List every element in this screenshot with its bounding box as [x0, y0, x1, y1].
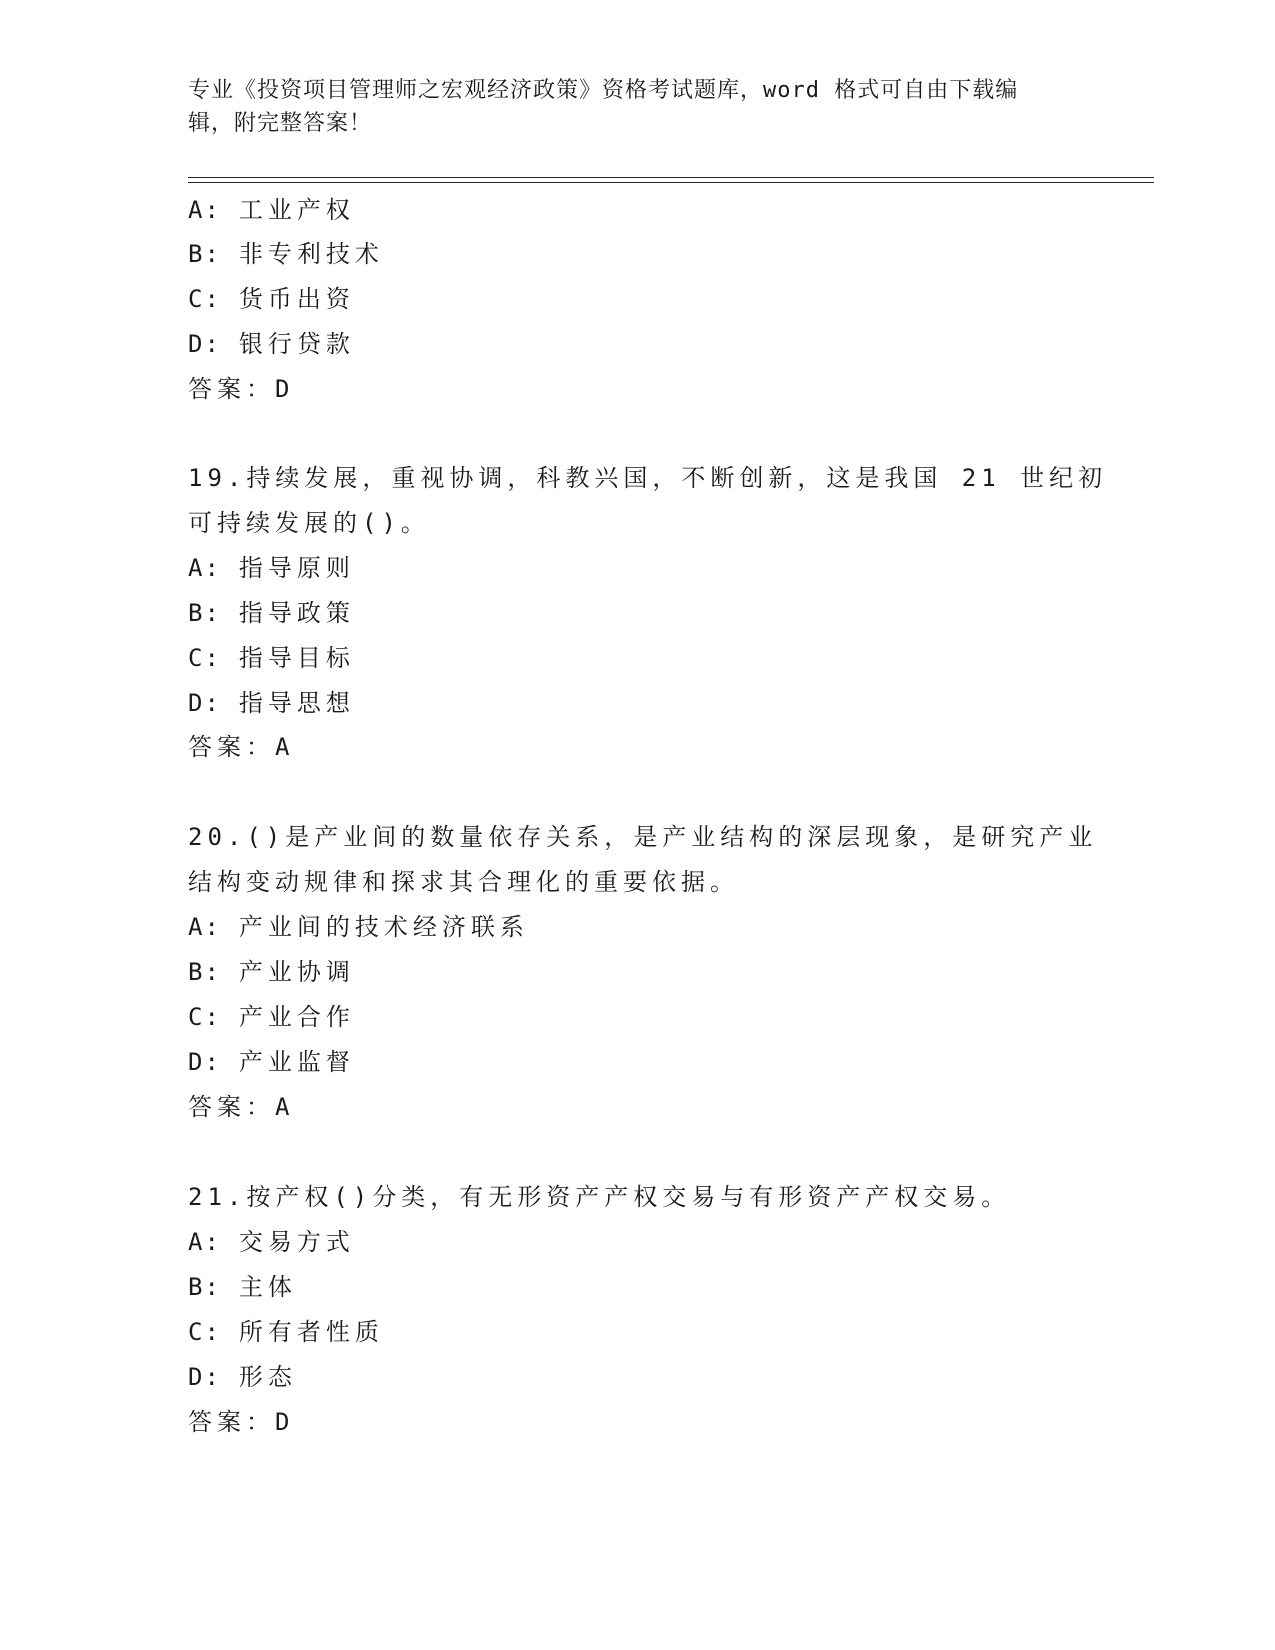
q19-option-b: B: 指导政策: [188, 599, 355, 627]
q20-stem-line-1: 20.()是产业间的数量依存关系，是产业结构的深层现象，是研究产业: [188, 823, 1098, 851]
q19-option-a: A: 指导原则: [188, 554, 355, 582]
q18-option-a: A: 工业产权: [188, 196, 355, 224]
q21-option-d: D: 形态: [188, 1363, 297, 1391]
q20-option-a: A: 产业间的技术经济联系: [188, 913, 529, 941]
header-divider-top: [188, 177, 1154, 178]
q21-option-a: A: 交易方式: [188, 1228, 355, 1256]
q19-stem-line-1: 19.持续发展，重视协调，科教兴国，不断创新，这是我国 21 世纪初: [188, 464, 1108, 492]
q18-option-c: C: 货币出资: [188, 285, 355, 313]
q21-stem-line-1: 21.按产权()分类，有无形资产产权交易与有形资产产权交易。: [188, 1183, 1011, 1211]
q19-answer: 答案：A: [188, 733, 290, 761]
q18-answer: 答案：D: [188, 375, 290, 403]
header-line-2: 辑，附完整答案！: [188, 111, 373, 136]
q21-option-c: C: 所有者性质: [188, 1318, 384, 1346]
q19-option-d: D: 指导思想: [188, 689, 355, 717]
q21-option-b: B: 主体: [188, 1273, 297, 1301]
q20-answer: 答案：A: [188, 1093, 290, 1121]
q18-option-d: D: 银行贷款: [188, 330, 355, 358]
q20-stem-line-2: 结构变动规律和探求其合理化的重要依据。: [188, 868, 739, 896]
q21-answer: 答案：D: [188, 1408, 290, 1436]
q19-stem-line-2: 可持续发展的()。: [188, 509, 430, 537]
q20-option-c: C: 产业合作: [188, 1003, 355, 1031]
q18-option-b: B: 非专利技术: [188, 240, 384, 268]
q20-option-b: B: 产业协调: [188, 958, 355, 986]
document-header: [188, 74, 1088, 140]
header-divider-bottom: [188, 182, 1154, 183]
q19-option-c: C: 指导目标: [188, 644, 355, 672]
header-line-1: 专业《投资项目管理师之宏观经济政策》资格考试题库，word 格式可自由下载编: [188, 78, 1019, 103]
q20-option-d: D: 产业监督: [188, 1048, 355, 1076]
